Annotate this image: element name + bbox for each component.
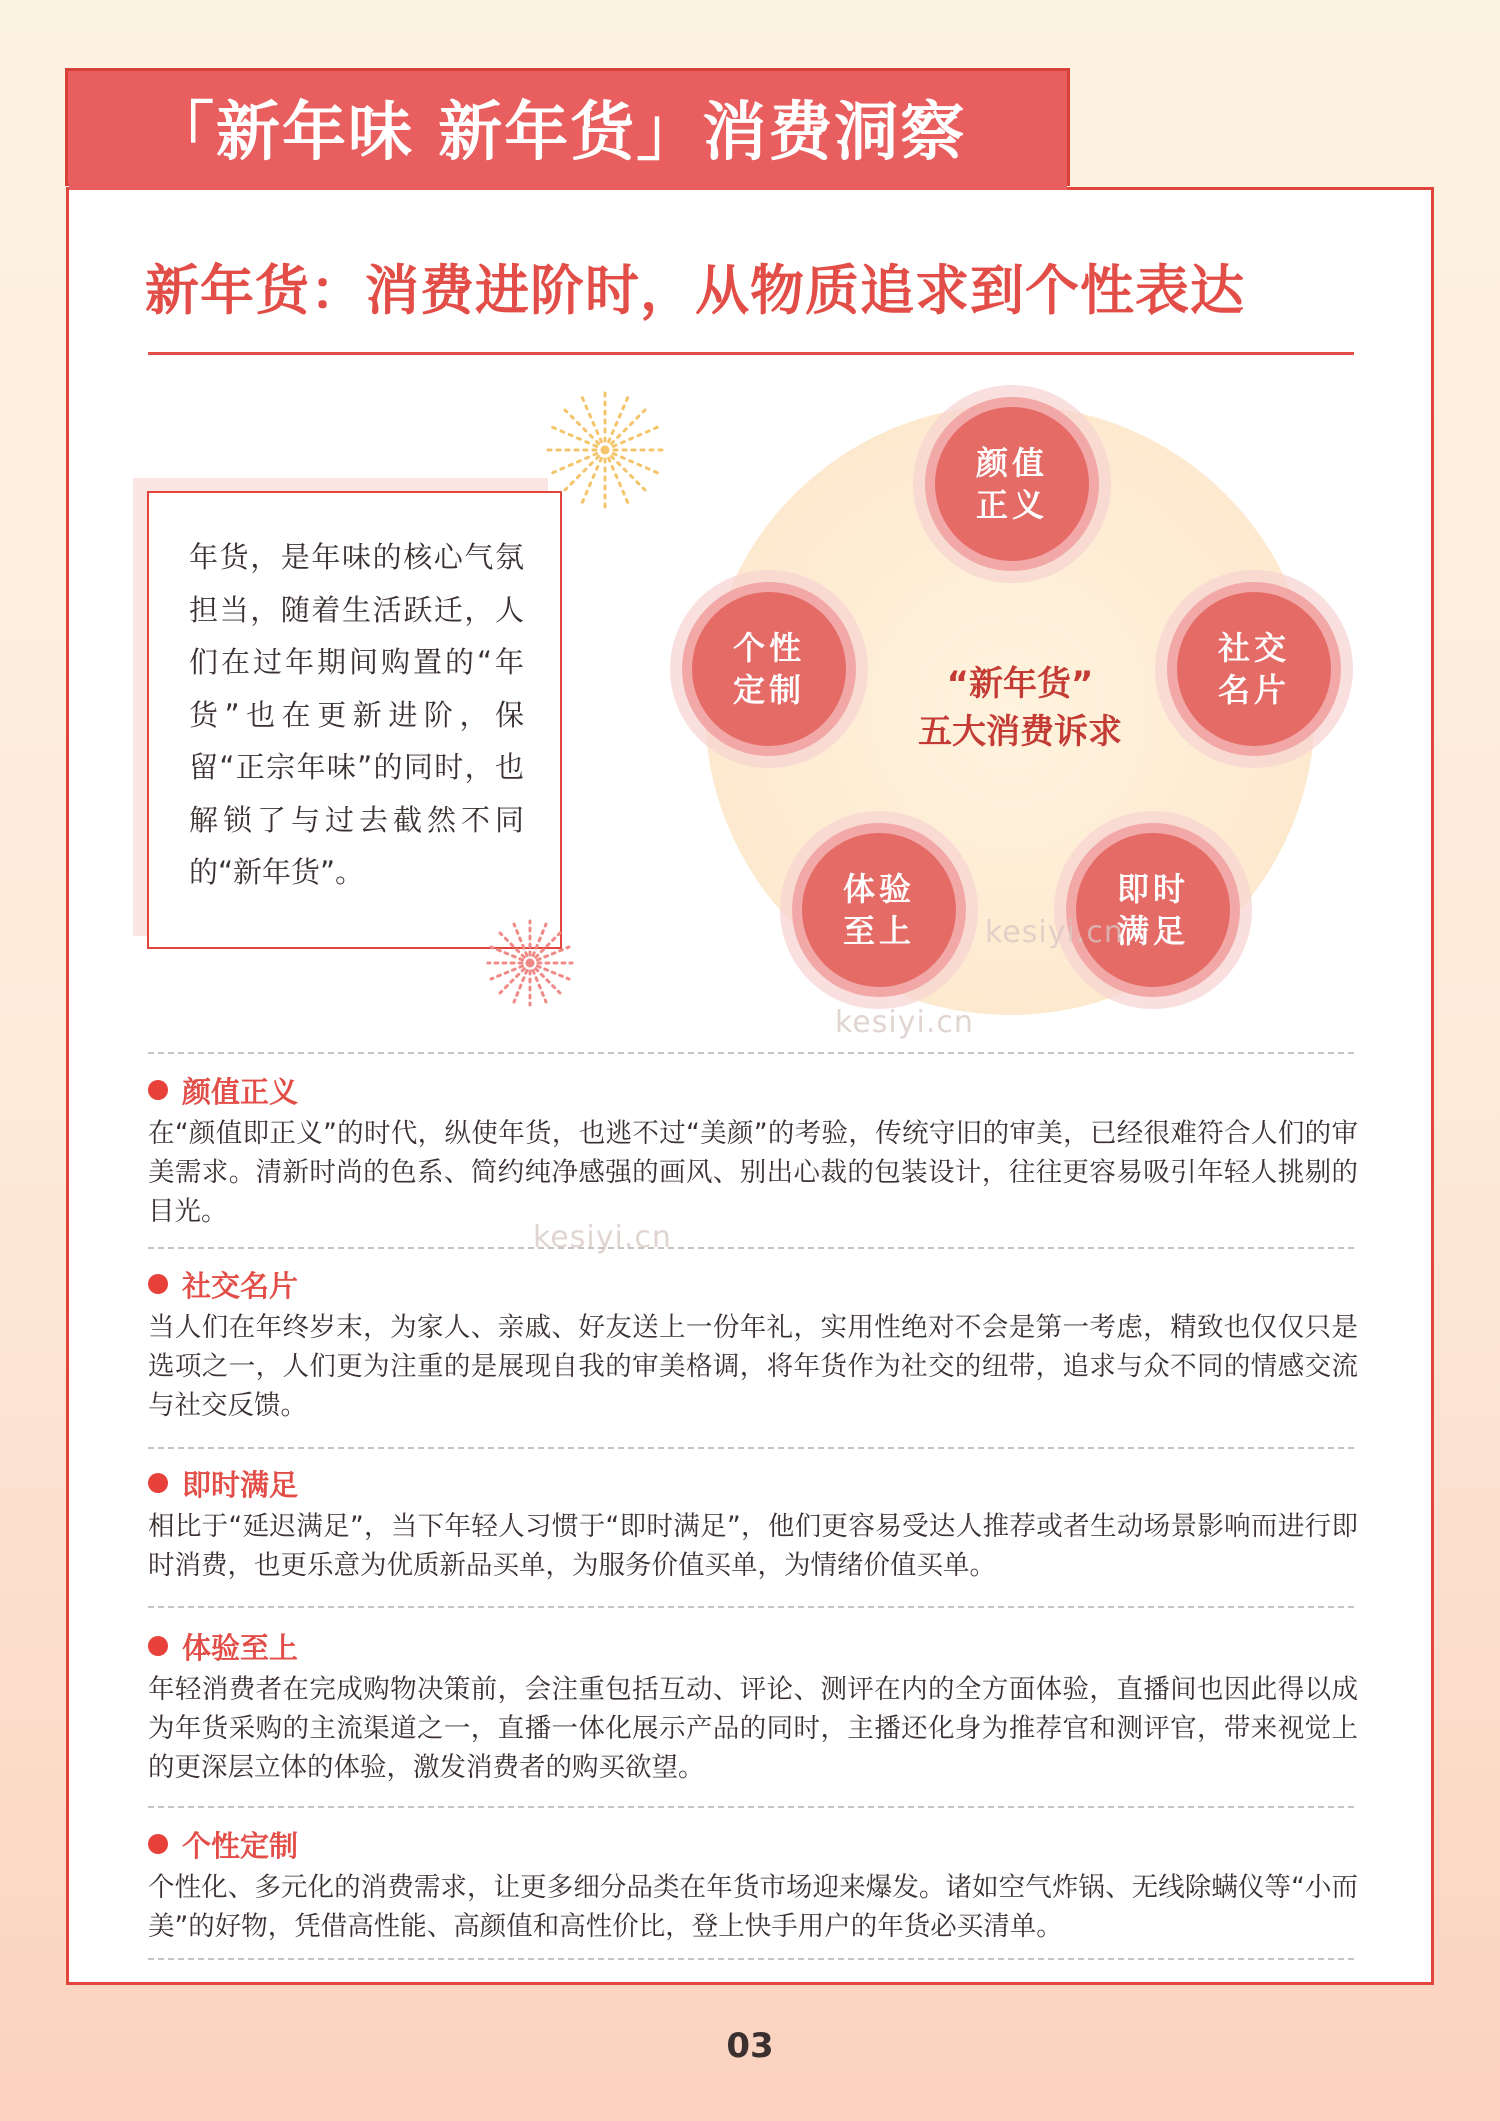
- divider: [148, 1052, 1354, 1054]
- center-label-line2: 五大消费诉求: [918, 712, 1122, 752]
- section-body: 在“颜值即正义”的时代，纵使年货，也逃不过“美颜”的考验，传统守旧的审美，已经很难符合人们的审美需求。清新时尚的色系、简约纯净感强的画风、别出心裁的包装设计，往往更容易吸引年轻人挑剔的目光。: [148, 1118, 1358, 1227]
- consumer-demands-diagram: [650, 385, 1390, 1045]
- divider: [148, 1606, 1354, 1608]
- watermark: kesiyi.cn: [985, 915, 1124, 950]
- page-title: 「新年味 新年货」消费洞察: [150, 96, 967, 170]
- section-social: [148, 1264, 1358, 1425]
- bubble-appearance: [913, 385, 1111, 583]
- divider: [148, 1247, 1354, 1249]
- bubble-label: 即时满足: [1116, 870, 1189, 950]
- bubble-label: 颜值正义: [975, 444, 1048, 524]
- divider: [148, 1958, 1354, 1960]
- title-bar-join: [69, 182, 1067, 190]
- intro-box: [147, 491, 562, 949]
- center-label-line1: “新年货”: [946, 664, 1094, 704]
- bubble-label: 个性定制: [732, 629, 805, 709]
- section-appearance: [148, 1070, 1358, 1231]
- bullet-dot: [148, 1080, 168, 1100]
- bubble-label: 社交名片: [1217, 629, 1290, 709]
- section-title: 即时满足: [182, 1467, 299, 1502]
- bubble-label: 体验至上: [842, 870, 915, 950]
- subtitle-divider: [148, 352, 1354, 355]
- section-body: 相比于“延迟满足”，当下年轻人习惯于“即时满足”，他们更容易受达人推荐或者生动场景影响而进行即时消费，也更乐意为优质新品买单，为服务价值买单，为情绪价值买单。: [148, 1511, 1358, 1581]
- section-custom: [148, 1824, 1358, 1946]
- intro-text: 年货，是年味的核心气氛担当，随着生活跃迁，人们在过年期间购置的“年货”也在更新进阶，保留“正宗年味”的同时，也解锁了与过去截然不同的“新年货”。: [189, 540, 524, 889]
- page-title-banner: [65, 68, 1070, 186]
- section-subtitle: 新年货：消费进阶时，从物质追求到个性表达: [145, 259, 1245, 322]
- watermark: kesiyi.cn: [533, 1220, 672, 1255]
- page-number: 03: [726, 2026, 774, 2066]
- bullet-dot: [148, 1636, 168, 1656]
- section-experience: [148, 1626, 1358, 1787]
- bullet-dot: [148, 1274, 168, 1294]
- bullet-dot: [148, 1834, 168, 1854]
- section-title: 社交名片: [182, 1268, 299, 1303]
- section-body: 年轻消费者在完成购物决策前，会注重包括互动、评论、测评在内的全方面体验，直播间也因此得以成为年货采购的主流渠道之一，直播一体化展示产品的同时，主播还化身为推荐官和测评官，带来视觉上的更深层立体的体验，激发消费者的购买欲望。: [148, 1674, 1358, 1783]
- bubble-instant: [1054, 811, 1252, 1009]
- bubble-social: [1155, 570, 1353, 768]
- section-body: 个性化、多元化的消费需求，让更多细分品类在年货市场迎来爆发。诸如空气炸锅、无线除螨仪等“小而美”的好物，凭借高性能、高颜值和高性价比，登上快手用户的年货必买清单。: [148, 1872, 1358, 1942]
- watermark: kesiyi.cn: [835, 1005, 974, 1040]
- section-title: 个性定制: [182, 1828, 299, 1863]
- bubble-experience: [780, 811, 978, 1009]
- divider: [148, 1447, 1354, 1449]
- divider: [148, 1806, 1354, 1808]
- diagram-center-label: [885, 660, 1155, 756]
- section-body: 当人们在年终岁末，为家人、亲戚、好友送上一份年礼，实用性绝对不会是第一考虑，精致也仅仅只是选项之一，人们更为注重的是展现自我的审美格调，将年货作为社交的纽带，追求与众不同的情感交流与社交反馈。: [148, 1312, 1358, 1421]
- firework-decoration-bottom: [482, 915, 578, 1011]
- bubble-custom: [670, 570, 868, 768]
- section-title: 颜值正义: [182, 1074, 299, 1109]
- section-title: 体验至上: [182, 1630, 299, 1665]
- section-instant: [148, 1463, 1358, 1585]
- bullet-dot: [148, 1473, 168, 1493]
